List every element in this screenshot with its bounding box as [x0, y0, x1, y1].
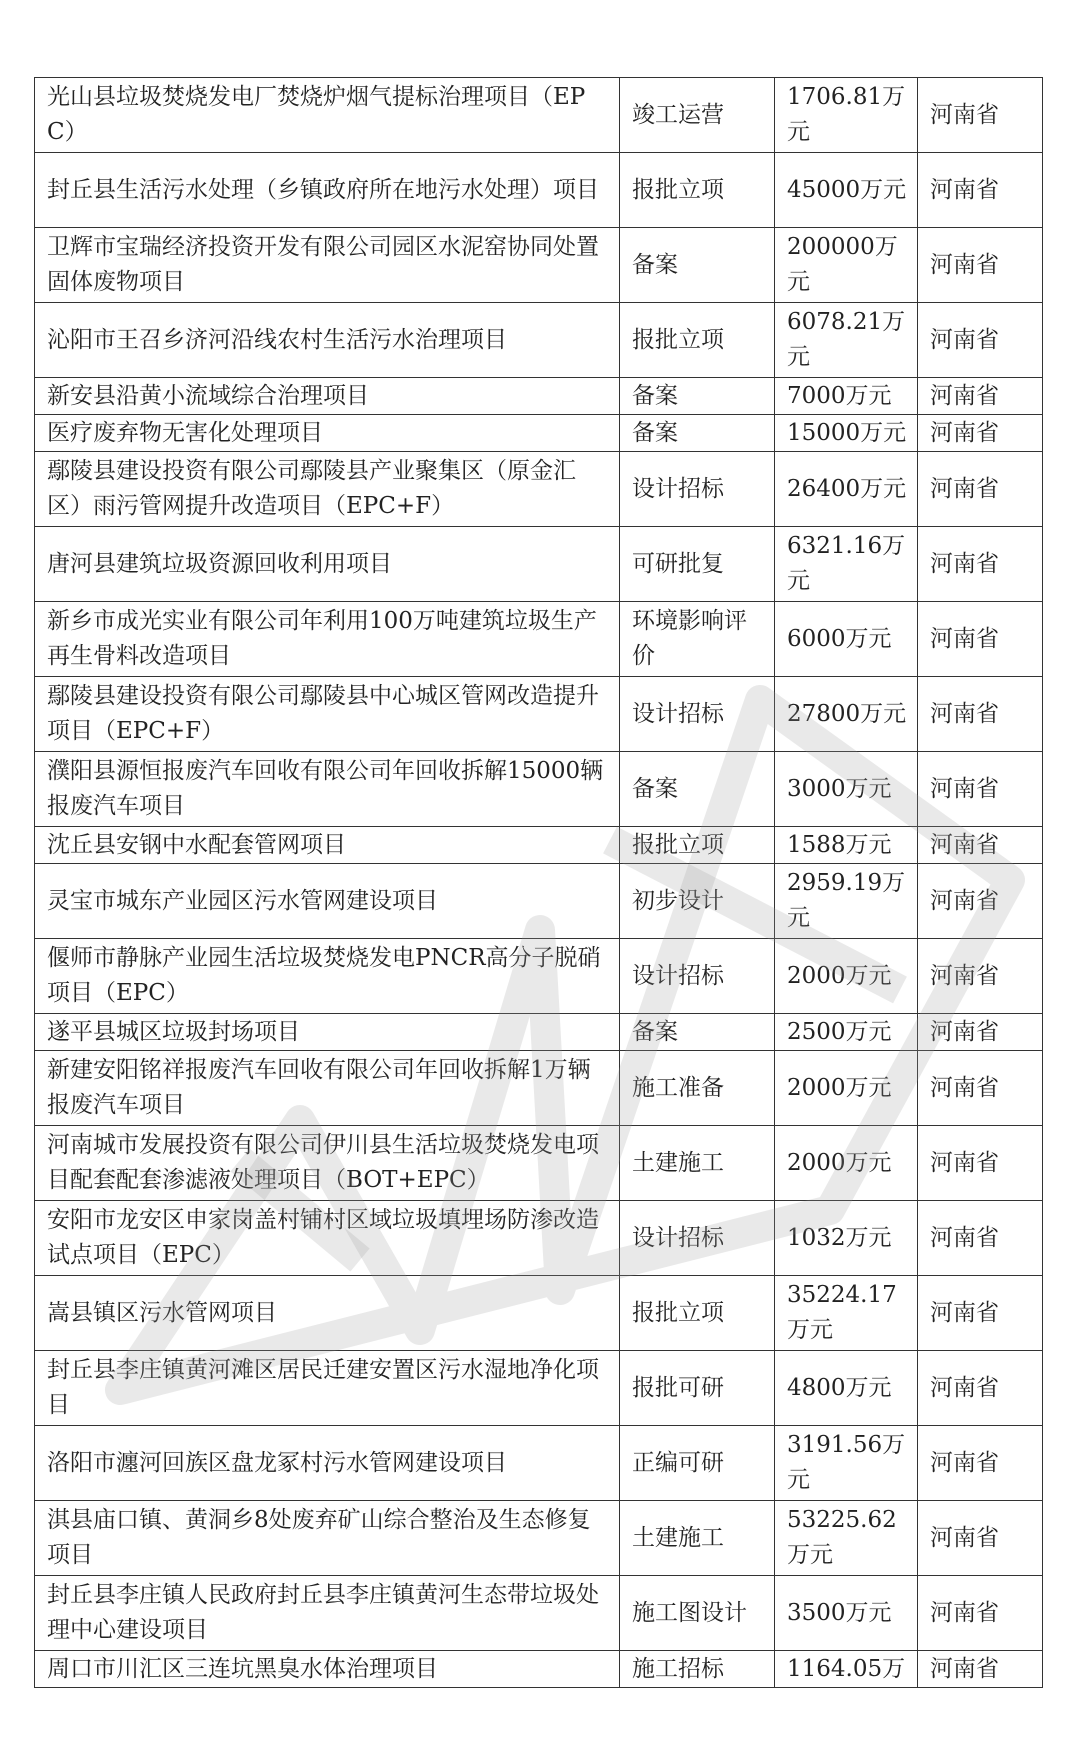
- project-status-cell: 初步设计: [620, 864, 775, 939]
- project-name-cell: 沁阳市王召乡济河沿线农村生活污水治理项目: [35, 303, 620, 378]
- project-province-cell: 河南省: [918, 1051, 1043, 1126]
- project-status-cell: 环境影响评价: [620, 602, 775, 677]
- project-status-cell: 施工招标: [620, 1651, 775, 1688]
- project-name-cell: 卫辉市宝瑞经济投资开发有限公司园区水泥窑协同处置固体废物项目: [35, 228, 620, 303]
- project-province-cell: 河南省: [918, 939, 1043, 1014]
- project-province-cell: 河南省: [918, 78, 1043, 153]
- project-amount-cell: 15000万元: [775, 415, 918, 452]
- project-status-cell: 可研批复: [620, 527, 775, 602]
- project-province-cell: 河南省: [918, 153, 1043, 228]
- project-name-cell: 洛阳市瀍河回族区盘龙冢村污水管网建设项目: [35, 1426, 620, 1501]
- project-amount-cell: 1588万元: [775, 827, 918, 864]
- project-table-body: [35, 78, 1043, 1688]
- project-name-cell: 濮阳县源恒报废汽车回收有限公司年回收拆解15000辆报废汽车项目: [35, 752, 620, 827]
- project-amount-cell: 35224.17万元: [775, 1276, 918, 1351]
- table-row: [35, 1126, 1043, 1201]
- project-amount-cell: 3000万元: [775, 752, 918, 827]
- project-status-cell: 报批立项: [620, 1276, 775, 1351]
- project-status-cell: 备案: [620, 752, 775, 827]
- project-amount-cell: 27800万元: [775, 677, 918, 752]
- project-status-cell: 土建施工: [620, 1501, 775, 1576]
- project-name-cell: 周口市川汇区三连坑黑臭水体治理项目: [35, 1651, 620, 1688]
- project-name-cell: 沈丘县安钢中水配套管网项目: [35, 827, 620, 864]
- project-province-cell: 河南省: [918, 228, 1043, 303]
- project-status-cell: 报批立项: [620, 153, 775, 228]
- table-row: [35, 415, 1043, 452]
- project-amount-cell: 1164.05万: [775, 1651, 918, 1688]
- project-name-cell: 封丘县李庄镇人民政府封丘县李庄镇黄河生态带垃圾处理中心建设项目: [35, 1576, 620, 1651]
- table-row: [35, 153, 1043, 228]
- project-province-cell: 河南省: [918, 303, 1043, 378]
- table-row: [35, 939, 1043, 1014]
- project-status-cell: 设计招标: [620, 939, 775, 1014]
- project-amount-cell: 26400万元: [775, 452, 918, 527]
- project-status-cell: 备案: [620, 415, 775, 452]
- table-row: [35, 1014, 1043, 1051]
- project-status-cell: 正编可研: [620, 1426, 775, 1501]
- project-name-cell: 新乡市成光实业有限公司年利用100万吨建筑垃圾生产再生骨料改造项目: [35, 602, 620, 677]
- project-name-cell: 淇县庙口镇、黄洞乡8处废弃矿山综合整治及生态修复项目: [35, 1501, 620, 1576]
- project-amount-cell: 4800万元: [775, 1351, 918, 1426]
- project-amount-cell: 1032万元: [775, 1201, 918, 1276]
- project-status-cell: 报批立项: [620, 827, 775, 864]
- table-row: [35, 303, 1043, 378]
- project-name-cell: 遂平县城区垃圾封场项目: [35, 1014, 620, 1051]
- project-province-cell: 河南省: [918, 864, 1043, 939]
- table-row: [35, 78, 1043, 153]
- project-table: [34, 77, 1043, 1688]
- project-status-cell: 施工图设计: [620, 1576, 775, 1651]
- project-amount-cell: 2000万元: [775, 1051, 918, 1126]
- project-amount-cell: 1706.81万元: [775, 78, 918, 153]
- project-amount-cell: 2959.19万元: [775, 864, 918, 939]
- project-amount-cell: 3191.56万元: [775, 1426, 918, 1501]
- project-name-cell: 安阳市龙安区申家岗盖村铺村区域垃圾填埋场防渗改造试点项目（EPC）: [35, 1201, 620, 1276]
- project-name-cell: 唐河县建筑垃圾资源回收利用项目: [35, 527, 620, 602]
- table-row: [35, 1576, 1043, 1651]
- table-row: [35, 527, 1043, 602]
- project-status-cell: 竣工运营: [620, 78, 775, 153]
- project-status-cell: 土建施工: [620, 1126, 775, 1201]
- table-row: [35, 1351, 1043, 1426]
- project-amount-cell: 6321.16万元: [775, 527, 918, 602]
- project-province-cell: 河南省: [918, 1276, 1043, 1351]
- project-status-cell: 设计招标: [620, 677, 775, 752]
- project-name-cell: 河南城市发展投资有限公司伊川县生活垃圾焚烧发电项目配套配套渗滤液处理项目（BOT+EPC）: [35, 1126, 620, 1201]
- project-province-cell: 河南省: [918, 1126, 1043, 1201]
- project-amount-cell: 6000万元: [775, 602, 918, 677]
- project-name-cell: 嵩县镇区污水管网项目: [35, 1276, 620, 1351]
- project-name-cell: 封丘县生活污水处理（乡镇政府所在地污水处理）项目: [35, 153, 620, 228]
- project-amount-cell: 7000万元: [775, 378, 918, 415]
- project-status-cell: 设计招标: [620, 452, 775, 527]
- table-row: [35, 827, 1043, 864]
- project-name-cell: 灵宝市城东产业园区污水管网建设项目: [35, 864, 620, 939]
- table-row: [35, 752, 1043, 827]
- project-name-cell: 偃师市静脉产业园生活垃圾焚烧发电PNCR高分子脱硝项目（EPC）: [35, 939, 620, 1014]
- project-province-cell: 河南省: [918, 1501, 1043, 1576]
- table-row: [35, 602, 1043, 677]
- project-amount-cell: 2000万元: [775, 939, 918, 1014]
- project-name-cell: 新建安阳铭祥报废汽车回收有限公司年回收拆解1万辆报废汽车项目: [35, 1051, 620, 1126]
- table-row: [35, 1201, 1043, 1276]
- project-amount-cell: 53225.62万元: [775, 1501, 918, 1576]
- project-province-cell: 河南省: [918, 752, 1043, 827]
- table-row: [35, 677, 1043, 752]
- project-province-cell: 河南省: [918, 452, 1043, 527]
- project-province-cell: 河南省: [918, 1576, 1043, 1651]
- project-province-cell: 河南省: [918, 677, 1043, 752]
- project-province-cell: 河南省: [918, 1651, 1043, 1688]
- table-row: [35, 1426, 1043, 1501]
- project-province-cell: 河南省: [918, 827, 1043, 864]
- project-province-cell: 河南省: [918, 527, 1043, 602]
- table-row: [35, 864, 1043, 939]
- project-province-cell: 河南省: [918, 1351, 1043, 1426]
- project-name-cell: 鄢陵县建设投资有限公司鄢陵县产业聚集区（原金汇区）雨污管网提升改造项目（EPC+F）: [35, 452, 620, 527]
- project-name-cell: 医疗废弃物无害化处理项目: [35, 415, 620, 452]
- project-status-cell: 报批立项: [620, 303, 775, 378]
- table-row: [35, 378, 1043, 415]
- table-row: [35, 1651, 1043, 1688]
- project-name-cell: 新安县沿黄小流域综合治理项目: [35, 378, 620, 415]
- project-province-cell: 河南省: [918, 1014, 1043, 1051]
- table-row: [35, 452, 1043, 527]
- table-row: [35, 228, 1043, 303]
- project-province-cell: 河南省: [918, 1426, 1043, 1501]
- project-amount-cell: 2500万元: [775, 1014, 918, 1051]
- project-amount-cell: 200000万元: [775, 228, 918, 303]
- project-status-cell: 报批可研: [620, 1351, 775, 1426]
- project-name-cell: 光山县垃圾焚烧发电厂焚烧炉烟气提标治理项目（EPC）: [35, 78, 620, 153]
- table-row: [35, 1051, 1043, 1126]
- table-row: [35, 1501, 1043, 1576]
- project-status-cell: 施工准备: [620, 1051, 775, 1126]
- project-province-cell: 河南省: [918, 1201, 1043, 1276]
- table-row: [35, 1276, 1043, 1351]
- project-province-cell: 河南省: [918, 415, 1043, 452]
- project-province-cell: 河南省: [918, 378, 1043, 415]
- project-amount-cell: 45000万元: [775, 153, 918, 228]
- project-province-cell: 河南省: [918, 602, 1043, 677]
- project-status-cell: 备案: [620, 1014, 775, 1051]
- project-status-cell: 备案: [620, 378, 775, 415]
- project-status-cell: 备案: [620, 228, 775, 303]
- project-amount-cell: 2000万元: [775, 1126, 918, 1201]
- project-status-cell: 设计招标: [620, 1201, 775, 1276]
- project-amount-cell: 6078.21万元: [775, 303, 918, 378]
- project-amount-cell: 3500万元: [775, 1576, 918, 1651]
- project-name-cell: 封丘县李庄镇黄河滩区居民迁建安置区污水湿地净化项目: [35, 1351, 620, 1426]
- project-name-cell: 鄢陵县建设投资有限公司鄢陵县中心城区管网改造提升项目（EPC+F）: [35, 677, 620, 752]
